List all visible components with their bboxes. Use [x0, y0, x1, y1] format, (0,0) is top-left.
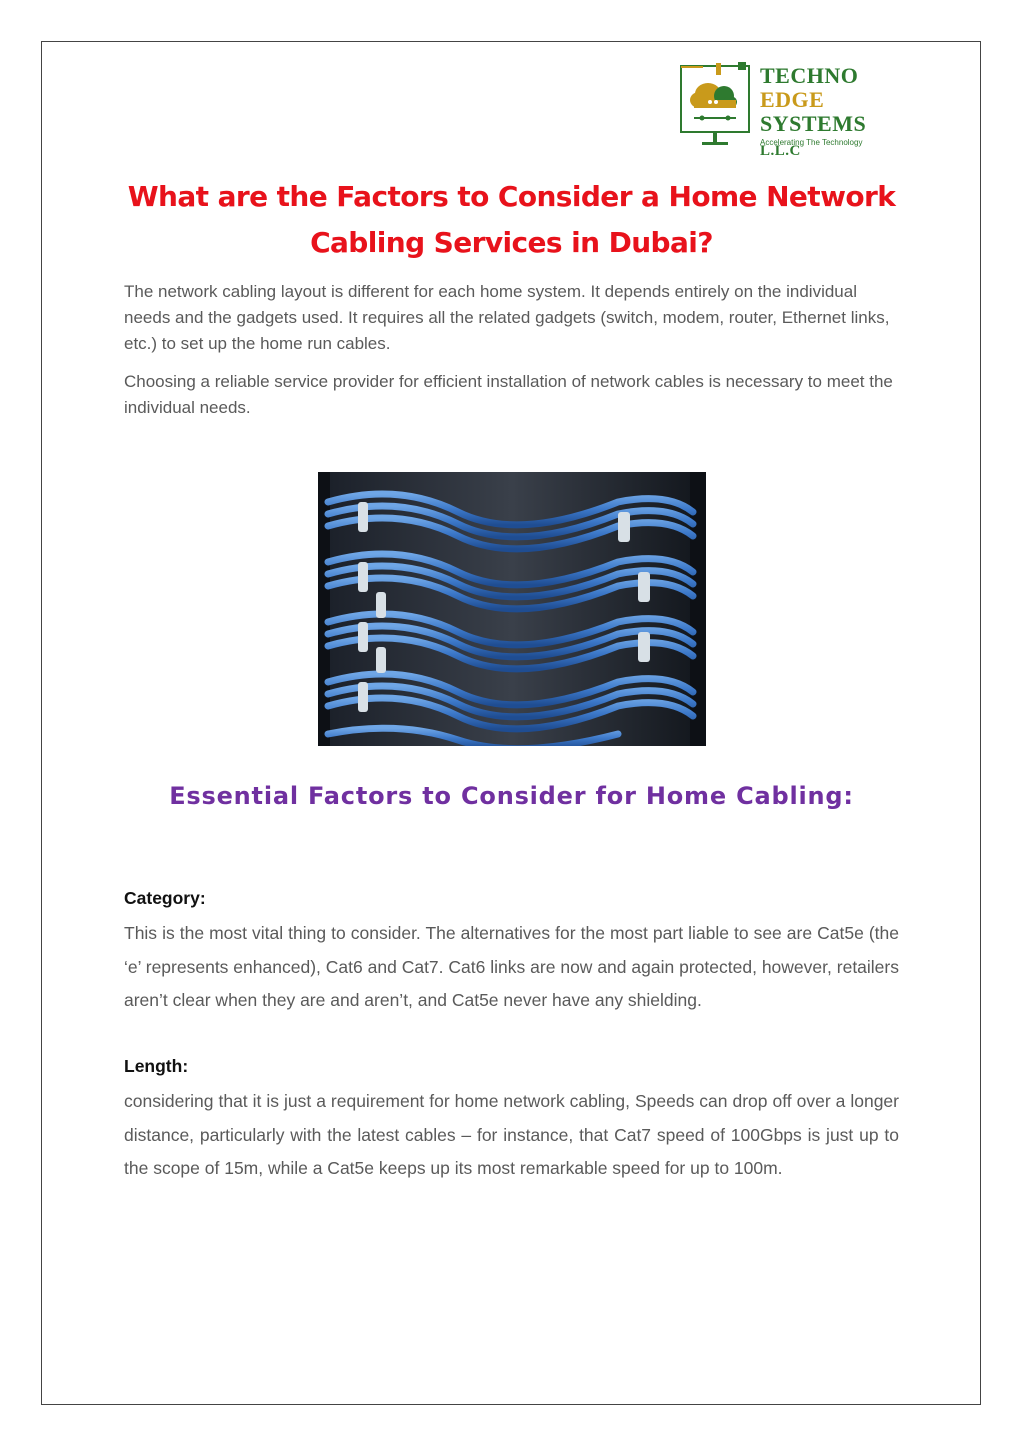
- cloud-network-logo-icon: [680, 62, 750, 150]
- section-subtitle: Essential Factors to Consider for Home Cabling:: [169, 782, 854, 810]
- intro-paragraph-2: Choosing a reliable service provider for efficient installation of network cables is necessary to meet the individual needs.: [124, 372, 893, 417]
- company-logo: [680, 62, 900, 159]
- page-title: What are the Factors to Consider a Home Network Cabling Services in Dubai?: [127, 180, 896, 259]
- intro-paragraph-1: The network cabling layout is different for each home system. It depends entirely on the individual needs and the gadgets used. It requires all the related gadgets (switch, modem, router, Ethernet links, etc.) to set up the home run cables.: [124, 282, 890, 353]
- logo-line-3-main: SYSTEMS: [760, 111, 867, 136]
- length-text: considering that it is just a requirement for home network cabling, Speeds can drop off over a longer distance, particularly with the latest cables – for instance, that Cat7 speed of 100Gbps is just up to the scope of 15m, while a Cat5e keeps up its most remarkable speed for up to 100m.: [124, 1091, 899, 1178]
- logo-suffix: L.L.C: [760, 143, 801, 159]
- logo-tagline: Accelerating The Technology: [760, 138, 863, 147]
- length-heading: Length:: [124, 1056, 189, 1076]
- category-text: This is the most vital thing to consider. The alternatives for the most part liable to see are Cat5e (the ‘e’ represents enhanced), Cat6 and Cat7. Cat6 links are now and again protected, however, retailers aren’t clear when they are and aren’t, and Cat5e never have any shielding.: [124, 923, 899, 1010]
- network-cables-photo: [318, 472, 706, 746]
- logo-line-1: TECHNO: [760, 63, 859, 88]
- logo-wordmark: [760, 64, 900, 163]
- logo-line-2: EDGE: [760, 87, 825, 112]
- category-heading: Category:: [124, 888, 206, 908]
